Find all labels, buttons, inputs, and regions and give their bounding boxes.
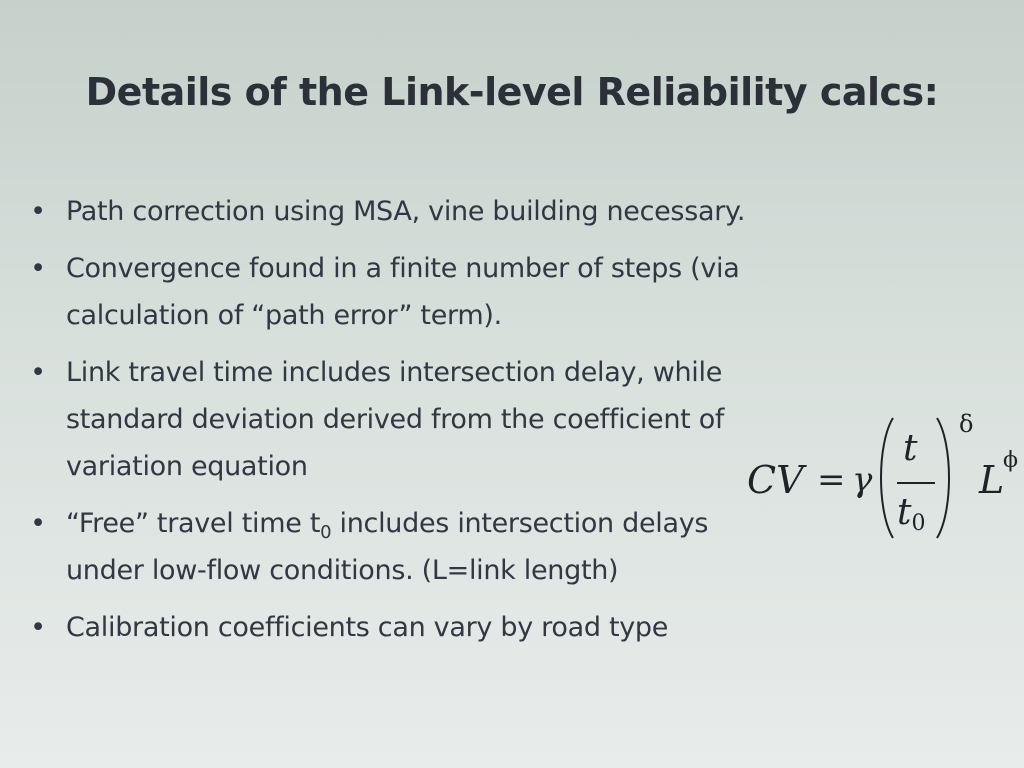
bullet-text-line3: variation equation — [66, 451, 308, 482]
bullet-text-line2: calculation of “path error” term). — [66, 300, 502, 331]
bullet-marker: • — [30, 196, 46, 227]
bullet-item-calibration — [28, 604, 928, 651]
equation-denominator-subscript: 0 — [911, 511, 926, 536]
bullet-text-line1: Link travel time includes intersection delay, while — [66, 357, 723, 388]
bullet-text-post: includes intersection delays — [331, 508, 709, 539]
bullet-text-line2: standard deviation derived from the coefficient of — [66, 404, 725, 435]
equation-denominator — [897, 492, 925, 536]
equation-cv: CV — [747, 458, 804, 502]
slide-title: Details of the Link-level Reliability calcs: — [85, 70, 939, 114]
bullet-marker: • — [30, 357, 46, 388]
equation-exponent-delta: δ — [959, 410, 974, 438]
bullet-item-path-correction — [28, 188, 928, 235]
equation-equals: = — [817, 460, 846, 500]
equation-gamma: γ — [852, 460, 873, 500]
bullet-text: Calibration coefficients can vary by road type — [66, 612, 669, 643]
bullet-marker: • — [30, 612, 46, 643]
equation-fraction-bar — [897, 482, 935, 484]
bullet-text: Path correction using MSA, vine building necessary. — [66, 196, 746, 227]
bullet-text-line1: Convergence found in a finite number of steps (via — [66, 253, 740, 284]
equation-denominator-t: t — [897, 492, 912, 533]
bullet-marker: • — [30, 508, 46, 539]
equation-left-paren — [873, 414, 897, 542]
bullet-marker: • — [30, 253, 46, 284]
bullet-item-convergence — [28, 245, 928, 339]
equation-numerator: t — [903, 428, 918, 469]
bullet-text-line2: under low-flow conditions. (L=link length) — [66, 555, 619, 586]
equation-length-l: L — [979, 458, 1005, 502]
cv-equation — [745, 408, 1020, 548]
equation-exponent-phi: ϕ — [1003, 448, 1018, 473]
subscript-zero: 0 — [320, 522, 332, 543]
bullet-text-pre: “Free” travel time t — [66, 508, 321, 539]
equation-right-paren — [933, 414, 957, 542]
